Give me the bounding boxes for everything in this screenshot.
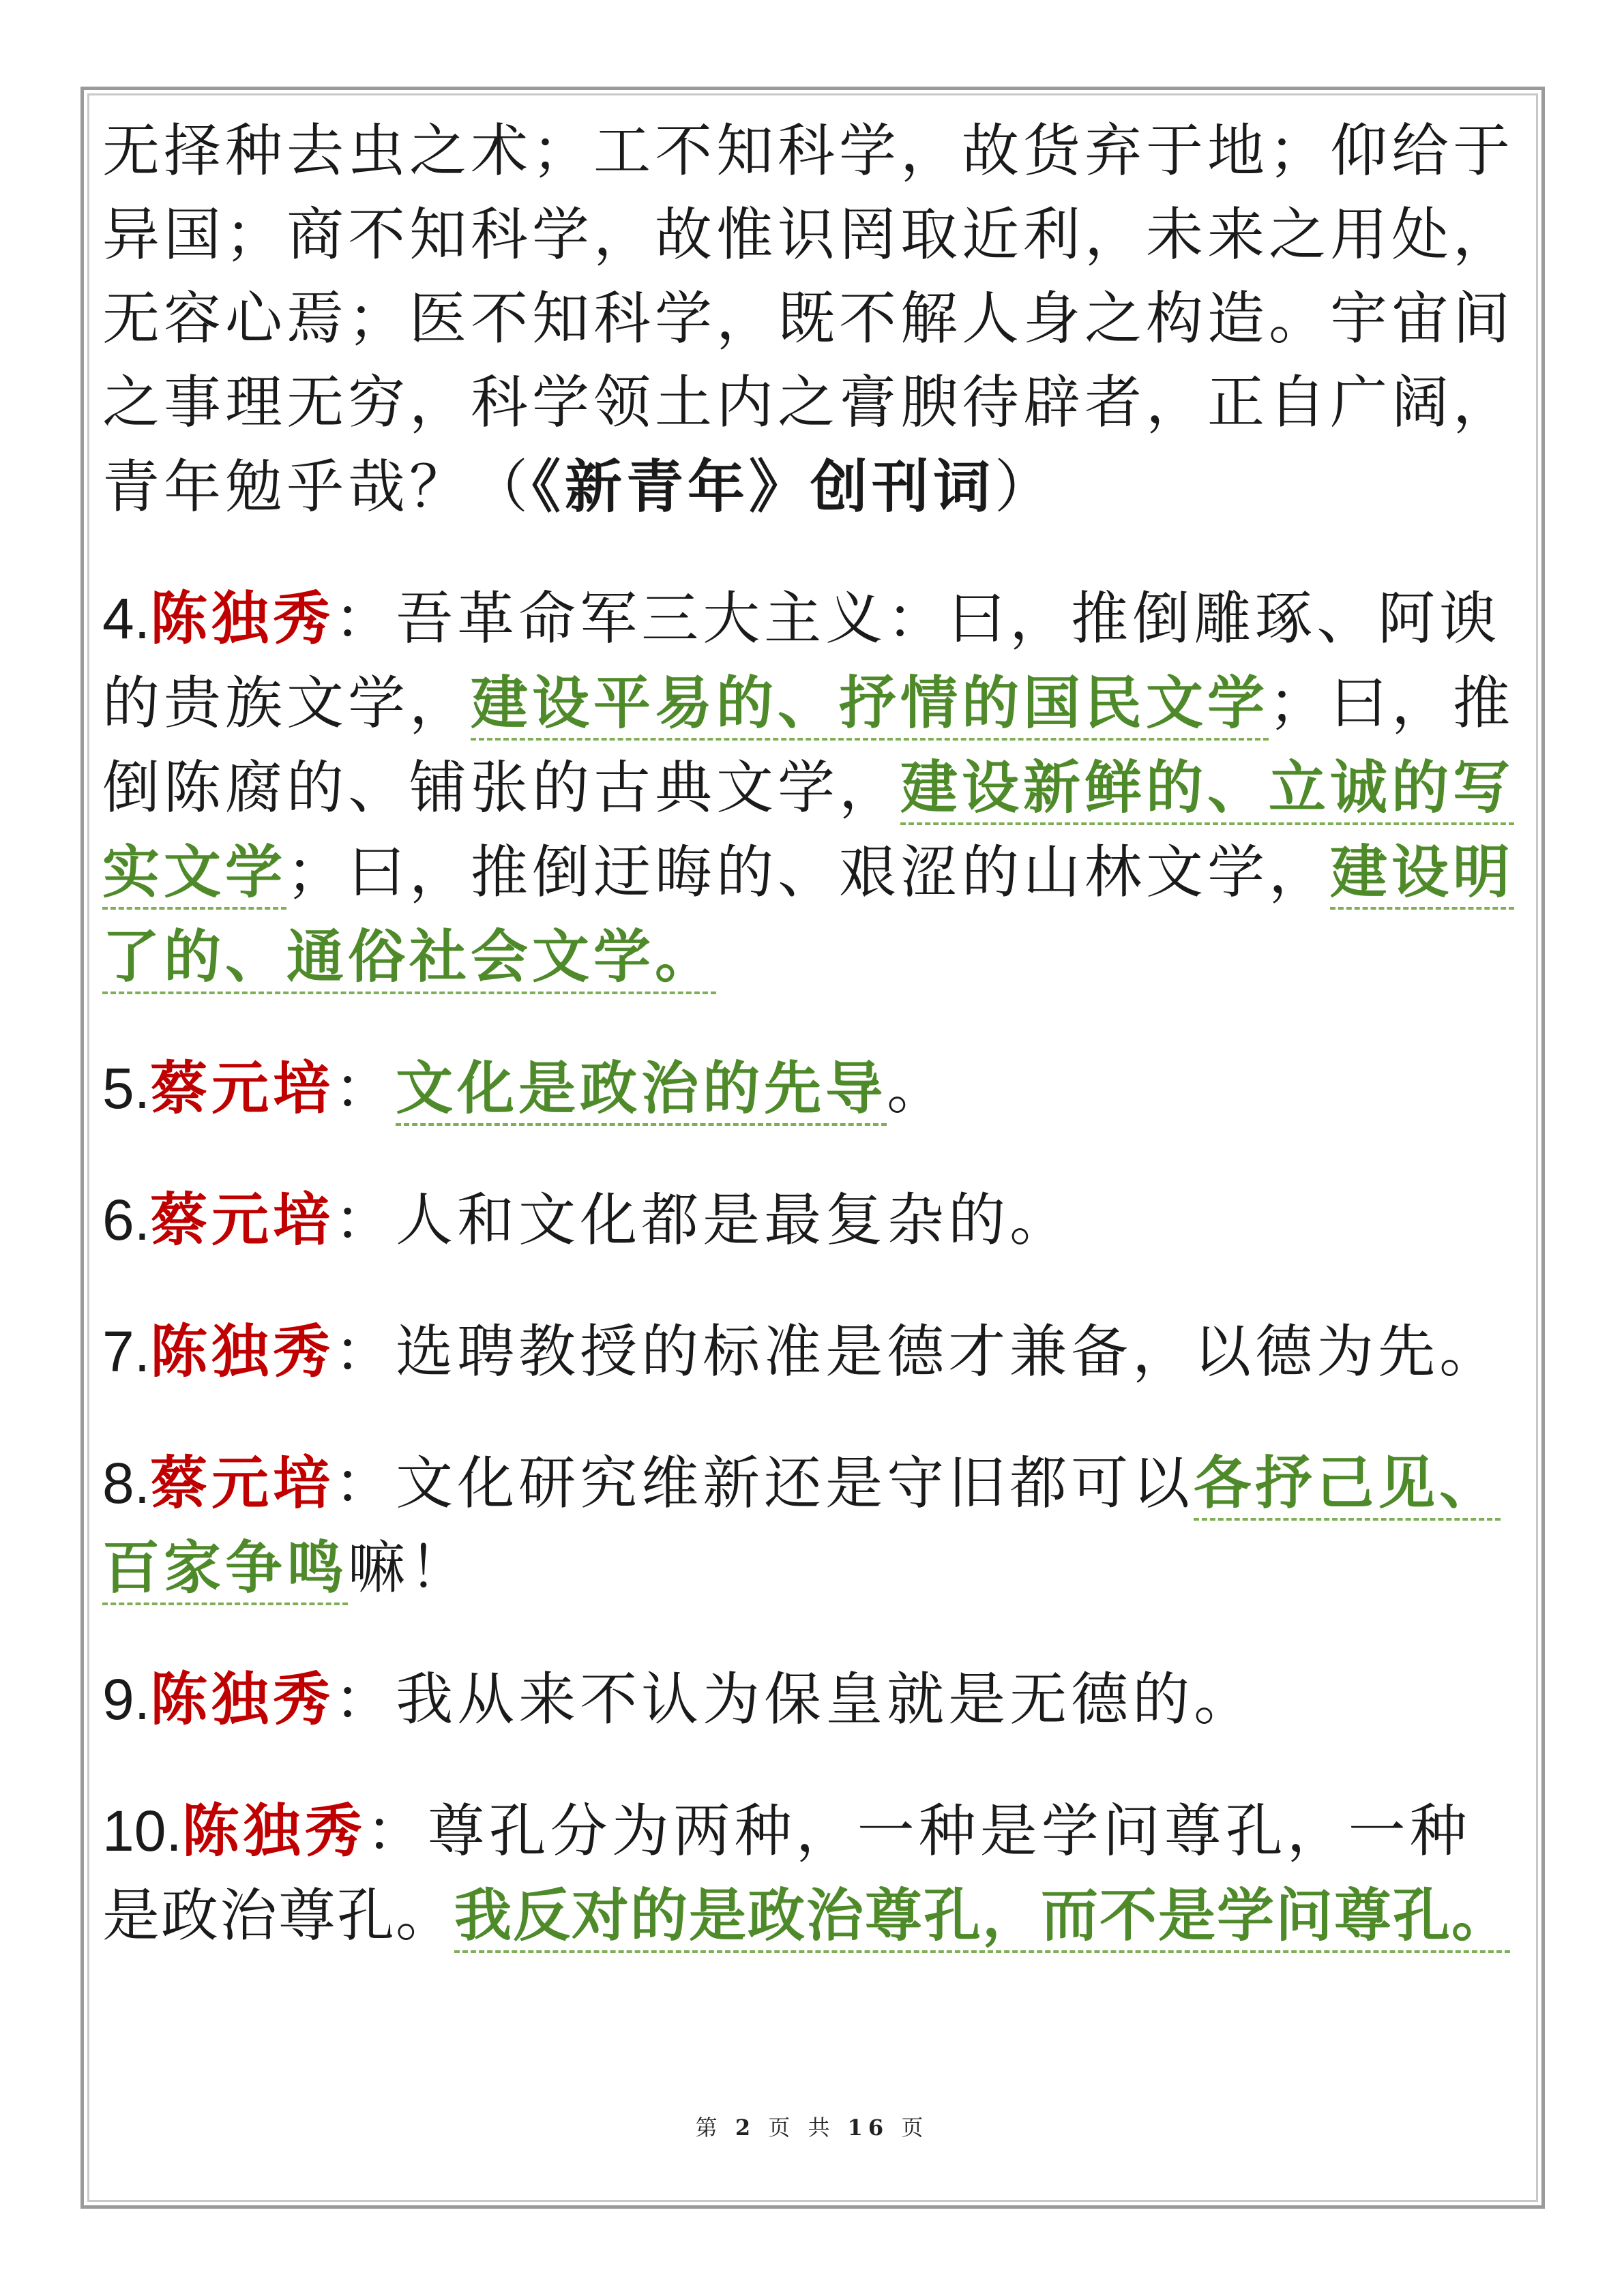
intro-line <box>102 109 1535 193</box>
highlight-text: 建设新鲜的、立诚的写 <box>900 754 1514 825</box>
highlight-text: 我反对的是政治尊孔，而不是学问尊孔。 <box>454 1881 1510 1953</box>
text: ；曰，推倒迂晦的、艰涩的山林文学， <box>286 839 1331 906</box>
highlight-text: 百家争鸣 <box>102 1534 348 1605</box>
text: ：文化研究维新还是守旧都可以 <box>334 1450 1194 1517</box>
highlight-text: 文化是政治的先导 <box>396 1054 887 1126</box>
document-body <box>102 109 1535 1958</box>
quote-item-10 <box>102 1789 1535 1958</box>
highlight-text: 了的、通俗社会文学。 <box>102 923 716 994</box>
quote-item-5 <box>102 1046 1535 1131</box>
text: ：我从来不认为保皇就是无德的。 <box>334 1666 1256 1733</box>
item-number: 4. <box>102 586 151 651</box>
footer-text: 第 <box>695 2115 723 2141</box>
text: ：选聘教授的标准是德才兼备，以德为先。 <box>334 1318 1501 1385</box>
speaker-name: 陈独秀 <box>150 1317 335 1385</box>
item-number: 8. <box>102 1451 151 1515</box>
highlight-text: 建设平易的、抒情的国民文学 <box>471 669 1269 741</box>
quote-item-4 <box>102 576 1535 999</box>
highlight-text: 各抒己见、 <box>1194 1449 1501 1521</box>
text: ：吾革命军三大主义：曰，推倒雕琢、阿谀 <box>334 585 1501 652</box>
speaker-name: 蔡元培 <box>150 1449 335 1517</box>
source-title: 《新青年》创刊词 <box>532 453 995 520</box>
speaker-name: 蔡元培 <box>150 1186 335 1253</box>
text: 无择种去虫之术；工不知科学，故货弃于地；仰给于 <box>102 117 1515 184</box>
item-number: 10. <box>102 1799 182 1863</box>
text: ：尊孔分为两种，一种是学问尊孔，一种 <box>366 1798 1471 1864</box>
intro-line <box>102 277 1535 361</box>
text: 之事理无穷，科学领土内之膏腴待辟者，正自广阔， <box>102 369 1515 436</box>
text: 异国；商不知科学，故惟识罔取近利，未来之用处， <box>102 201 1515 268</box>
page-footer <box>0 2111 1624 2142</box>
text: 。 <box>887 1055 949 1122</box>
speaker-name: 陈独秀 <box>150 584 335 652</box>
footer-text: 页 <box>901 2115 929 2141</box>
item-number: 7. <box>102 1320 151 1384</box>
intro-line <box>102 445 1535 529</box>
text: 嘛！ <box>348 1534 471 1601</box>
text: 是政治尊孔。 <box>102 1882 455 1949</box>
text: ；曰，推 <box>1269 670 1515 736</box>
text: ） <box>994 453 1057 520</box>
speaker-name: 陈独秀 <box>181 1797 366 1864</box>
text: 无容心焉；医不知科学，既不解人身之构造。宇宙间 <box>102 285 1515 352</box>
quote-item-7 <box>102 1309 1535 1394</box>
speaker-name: 陈独秀 <box>150 1665 335 1733</box>
item-number: 9. <box>102 1667 151 1731</box>
total-pages: 16 <box>847 2115 889 2141</box>
text: 倒陈腐的、铺张的古典文学， <box>102 754 901 821</box>
speaker-name: 蔡元培 <box>150 1054 335 1122</box>
highlight-text: 实文学 <box>102 838 286 910</box>
text: 青年勉乎哉？（ <box>102 453 533 520</box>
footer-text: 共 <box>808 2115 836 2141</box>
page-number: 2 <box>735 2115 756 2141</box>
item-number: 5. <box>102 1056 151 1120</box>
item-number: 6. <box>102 1188 151 1252</box>
quote-item-6 <box>102 1178 1535 1262</box>
footer-text: 页 <box>768 2115 796 2141</box>
text: 的贵族文学， <box>102 670 471 736</box>
text: ：人和文化都是最复杂的。 <box>334 1187 1072 1253</box>
quote-item-8 <box>102 1441 1535 1610</box>
intro-line <box>102 361 1535 445</box>
highlight-text: 建设明 <box>1330 838 1514 910</box>
quote-item-9 <box>102 1657 1535 1742</box>
intro-line <box>102 193 1535 277</box>
text: ： <box>334 1055 396 1122</box>
